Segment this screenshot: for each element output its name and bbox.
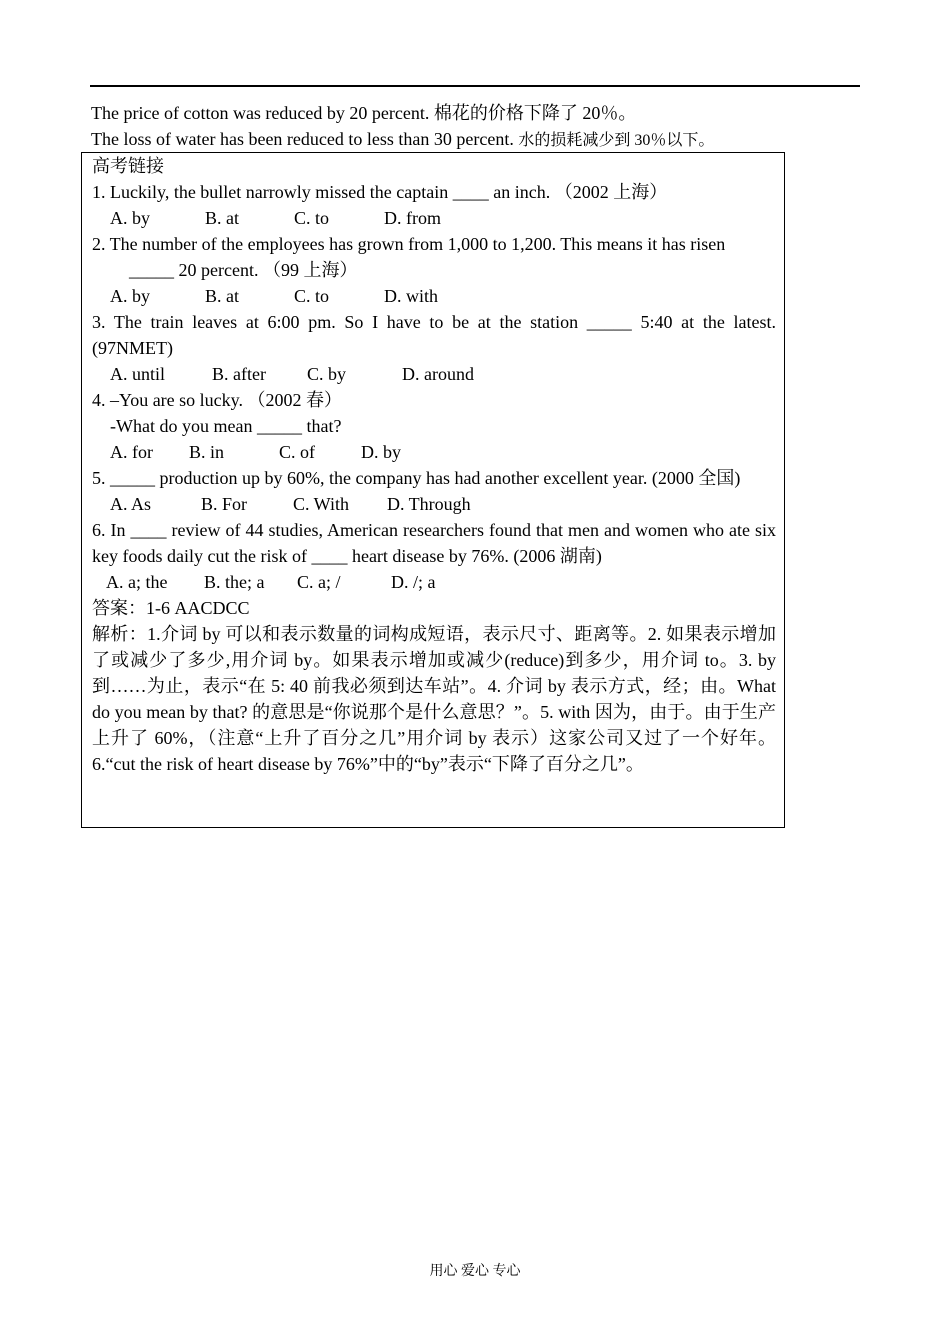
example-2-english: The loss of water has been reduced to less than 30 percent. bbox=[91, 129, 519, 149]
option: D. from bbox=[384, 208, 441, 228]
example-sentence-1 bbox=[91, 100, 861, 126]
option: A. by bbox=[110, 208, 150, 228]
section-heading: 高考链接 bbox=[92, 156, 164, 176]
question-3-options bbox=[92, 361, 776, 387]
option: A. until bbox=[110, 364, 166, 384]
option: C. a; / bbox=[297, 572, 341, 592]
option: D. /; a bbox=[391, 572, 436, 592]
option: B. at bbox=[205, 286, 239, 306]
exam-links-box bbox=[81, 152, 785, 828]
option: B. at bbox=[205, 208, 239, 228]
question-5-options bbox=[92, 491, 776, 517]
option: B. For bbox=[201, 494, 248, 514]
option: A. for bbox=[110, 442, 153, 462]
example-sentence-2 bbox=[91, 126, 861, 154]
example-1-english: The price of cotton was reduced by 20 percent. bbox=[91, 103, 434, 123]
question-1-options bbox=[92, 205, 776, 231]
intro-examples bbox=[91, 100, 861, 154]
question-4-stem: 4. –You are so lucky. （2002 春） bbox=[92, 390, 342, 410]
option: C. by bbox=[307, 364, 347, 384]
example-2-chinese: 水的损耗减少到 30％以下。 bbox=[518, 132, 715, 149]
option: B. the; a bbox=[204, 572, 265, 592]
option: D. with bbox=[384, 286, 438, 306]
option: C. to bbox=[294, 208, 330, 228]
question-2-stem-continued: _____ 20 percent. （99 上海） bbox=[129, 260, 358, 280]
option: B. after bbox=[212, 364, 266, 384]
option: C. With bbox=[293, 494, 349, 514]
question-2-stem: 2. The number of the employees has grown from 1,000 to 1,200. This means it has risen bbox=[92, 234, 726, 254]
question-4-options bbox=[92, 439, 776, 465]
question-6-options bbox=[92, 569, 776, 595]
question-5-stem: 5. _____ production up by 60%, the company has had another excellent year. (2000 全国) bbox=[92, 468, 741, 488]
option: C. to bbox=[294, 286, 330, 306]
question-6-stem: 6. In ____ review of 44 studies, American researchers found that men and women who ate six key foods daily cut the risk of ____ heart disease by 76%. (2006 湖南) bbox=[92, 520, 776, 566]
option: D. by bbox=[361, 442, 401, 462]
option: A. a; the bbox=[106, 572, 168, 592]
option: D. around bbox=[402, 364, 474, 384]
option: C. of bbox=[279, 442, 315, 462]
header-rule bbox=[90, 85, 860, 87]
option: D. Through bbox=[387, 494, 471, 514]
question-2-options bbox=[92, 283, 776, 309]
question-4-reply: -What do you mean _____ that? bbox=[110, 416, 342, 436]
example-1-chinese: 棉花的价格下降了 20％。 bbox=[433, 103, 637, 123]
answer-key: 答案：1-6 AACDCC bbox=[92, 598, 250, 618]
answer-analysis: 解析：1.介词 by 可以和表示数量的词构成短语，表示尺寸、距离等。2. 如果表示增加了或减少了多少,用介词 by。如果表示增加或减少(reduce)到多少，用介词 to。3. by 到……为止，表示“在 5: 40 前我必须到达车站”。4. 介词 by 表示方式，经；由。What do you mean by that? 的意思是“你说那个是什么意思？”。5. with 因为，由于。由于生产上升了 60%，（注意“上升了百分之几”用介词 by 表示）这家公司又过了一个好年。 6.“cut the risk of heart disease by 76%”中的“by”表示“下降了百分之几”。 bbox=[92, 624, 776, 774]
option: A. by bbox=[110, 286, 150, 306]
option: A. As bbox=[110, 494, 152, 514]
option: B. in bbox=[189, 442, 225, 462]
question-3-stem: 3. The train leaves at 6:00 pm. So I have to be at the station _____ 5:40 at the latest. (97NMET) bbox=[92, 312, 776, 358]
question-1-stem: 1. Luckily, the bullet narrowly missed the captain ____ an inch. （2002 上海） bbox=[92, 182, 668, 202]
page-footer: 用心 爱心 专心 bbox=[429, 1264, 521, 1279]
